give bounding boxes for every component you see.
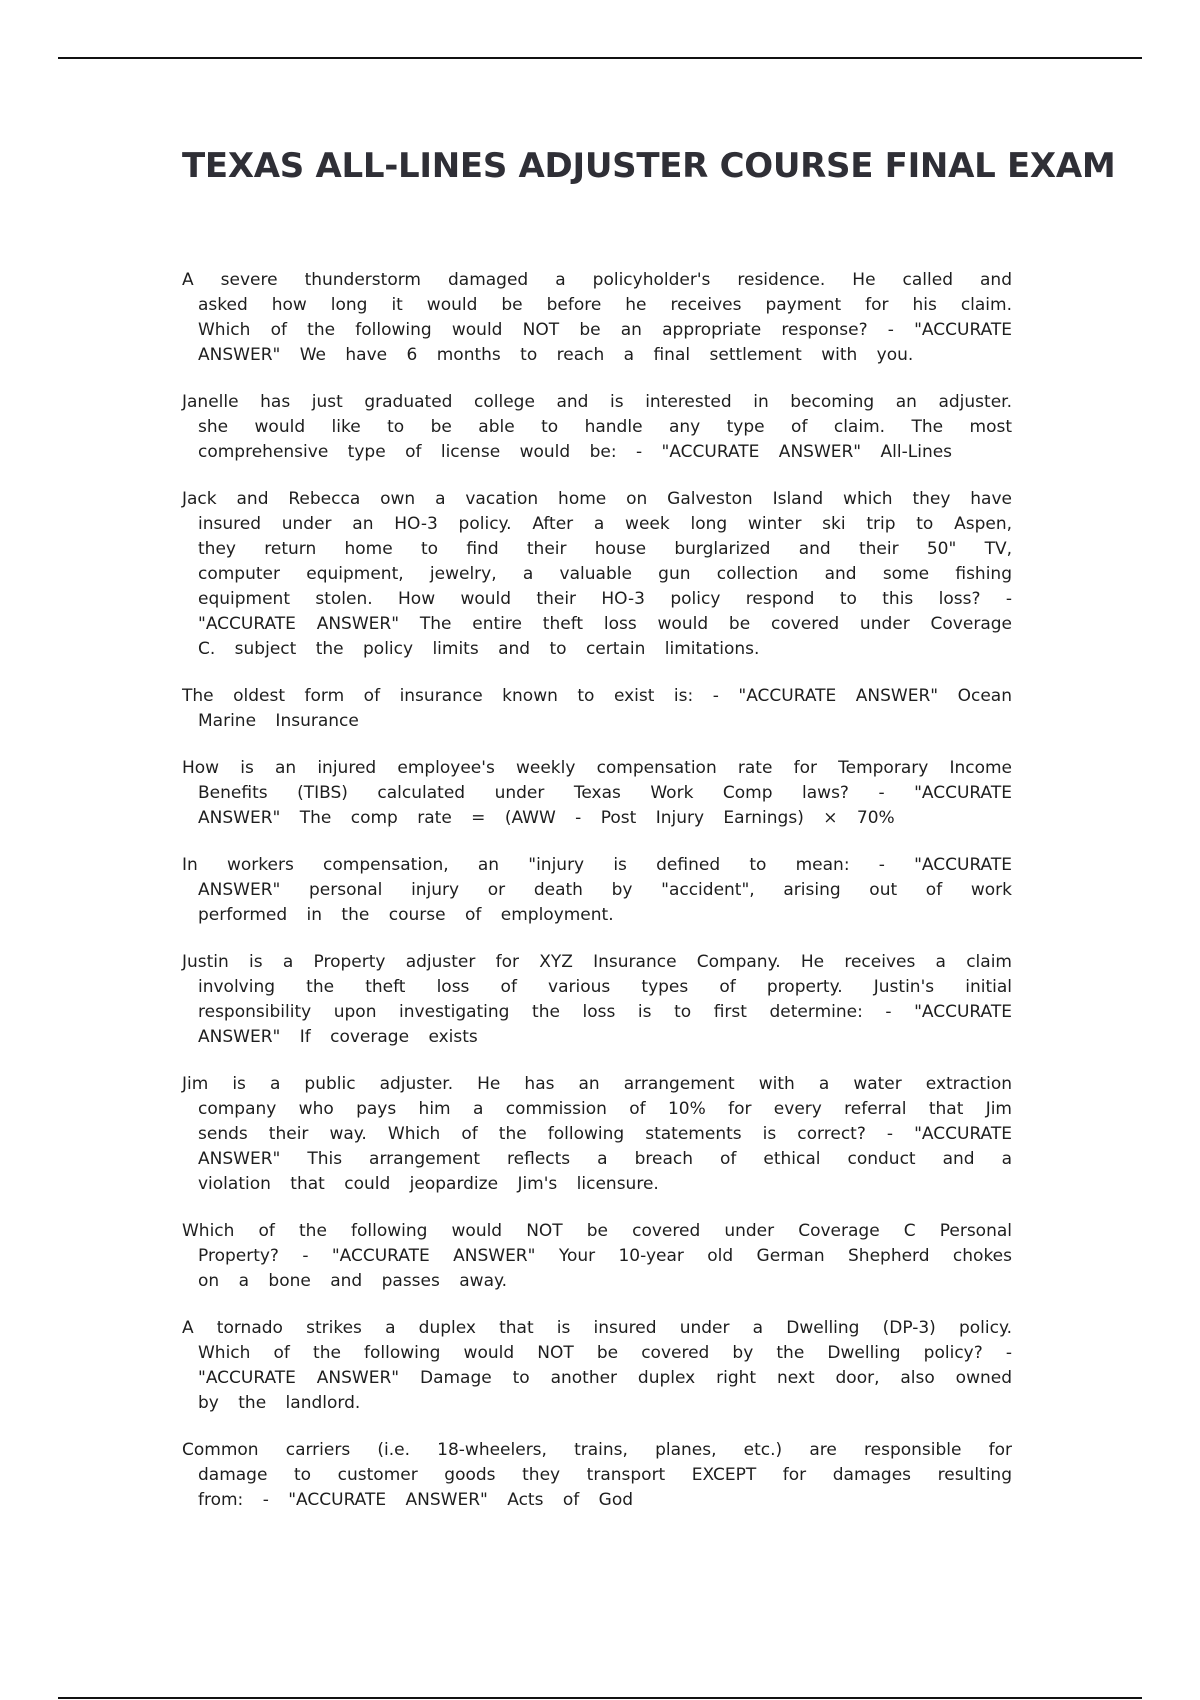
qa-item: The oldest form of insurance known to exist is: - "ACCURATE ANSWER" Ocean Marine Insurance xyxy=(182,686,1012,731)
qa-item: A severe thunderstorm damaged a policyholder's residence. He called and asked how long it would be before he receives payment for his claim. Which of the following would NOT be an appropriate response? - "ACCURATE ANSWER" We have 6 months to reach a final settlement with you. xyxy=(182,270,1012,365)
qa-item: Jim is a public adjuster. He has an arrangement with a water extraction company who pays him a commission of 10% for every referral that Jim sends their way. Which of the following statements is correct? - "ACCURATE ANSWER" This arrangement reflects a breach of ethical conduct and a violation that could jeopardize Jim's licensure. xyxy=(182,1074,1012,1194)
question-answer-list xyxy=(182,268,1012,1535)
qa-item: A tornado strikes a duplex that is insured under a Dwelling (DP-3) policy. Which of the following would NOT be covered by the Dwelling policy? - "ACCURATE ANSWER" Damage to another duplex right next door, also owned by the landlord. xyxy=(182,1318,1012,1413)
qa-item: In workers compensation, an "injury is defined to mean: - "ACCURATE ANSWER" personal injury or death by "accident", arising out of work performed in the course of employment. xyxy=(182,855,1012,925)
bottom-divider xyxy=(58,1697,1142,1699)
qa-item: Jack and Rebecca own a vacation home on Galveston Island which they have insured under an HO-3 policy. After a week long winter ski trip to Aspen, they return home to find their house burglarized and their 50" TV, computer equipment, jewelry, a valuable gun collection and some fishing equipment stolen. How would their HO-3 policy respond to this loss? - "ACCURATE ANSWER" The entire theft loss would be covered under Coverage C. subject the policy limits and to certain limitations. xyxy=(182,489,1012,659)
top-divider xyxy=(58,57,1142,59)
qa-item: Janelle has just graduated college and is interested in becoming an adjuster. she would like to be able to handle any type of claim. The most comprehensive type of license would be: - "ACCURATE ANSWER" All-Lines xyxy=(182,392,1012,462)
qa-item: Common carriers (i.e. 18-wheelers, trains, planes, etc.) are responsible for damage to customer goods they transport EXCEPT for damages resulting from: - "ACCURATE ANSWER" Acts of God xyxy=(182,1440,1012,1510)
document-title: TEXAS ALL-LINES ADJUSTER COURSE FINAL EXAM xyxy=(182,146,1116,186)
qa-item: How is an injured employee's weekly compensation rate for Temporary Income Benefits (TIBS) calculated under Texas Work Comp laws? - "ACCURATE ANSWER" The comp rate = (AWW - Post Injury Earnings) × 70% xyxy=(182,758,1012,828)
qa-item: Which of the following would NOT be covered under Coverage C Personal Property? - "ACCURATE ANSWER" Your 10-year old German Shepherd chokes on a bone and passes away. xyxy=(182,1221,1012,1291)
qa-item: Justin is a Property adjuster for XYZ Insurance Company. He receives a claim involving the theft loss of various types of property. Justin's initial responsibility upon investigating the loss is to first determine: - "ACCURATE ANSWER" If coverage exists xyxy=(182,952,1012,1047)
